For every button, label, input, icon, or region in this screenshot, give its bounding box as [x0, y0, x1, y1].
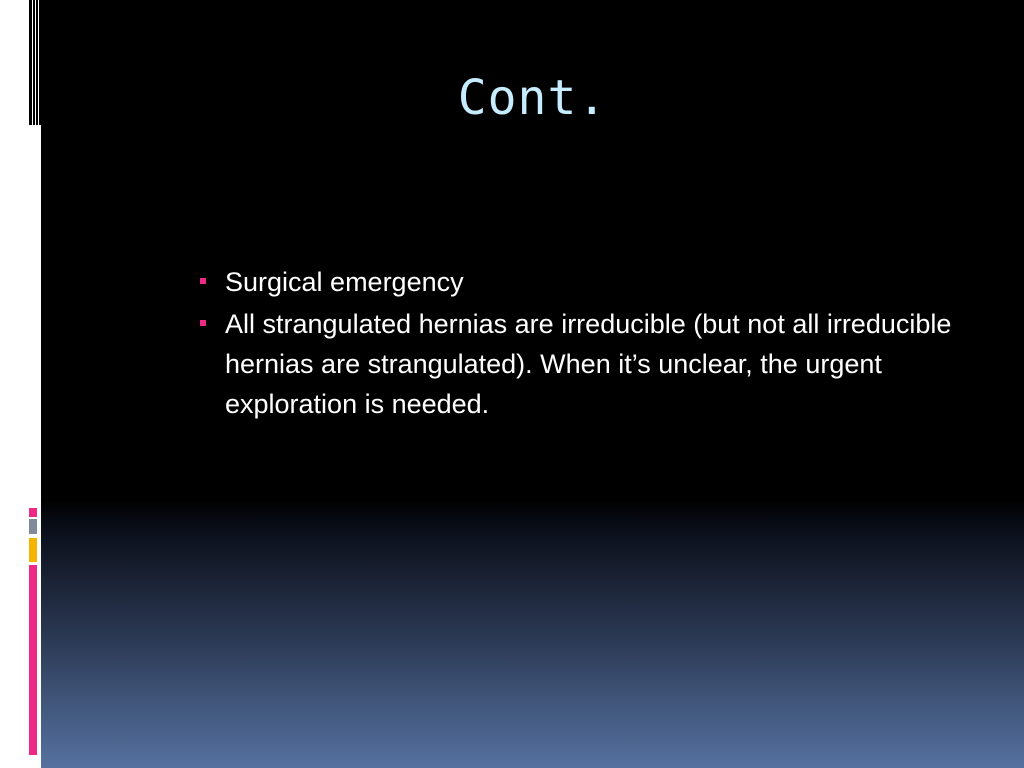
bullet-item [196, 304, 956, 424]
square-bullet-icon [200, 278, 206, 284]
square-bullet-icon [200, 320, 206, 326]
left-decorative-strip [0, 0, 41, 768]
gold-mark [29, 538, 37, 562]
slide-title: Cont. [457, 70, 608, 126]
top-stripe-decoration [29, 0, 41, 125]
gray-mark [29, 519, 37, 534]
pink-mark-small [29, 508, 37, 517]
bullet-item [196, 262, 956, 302]
bullet-text: All strangulated hernias are irreducible (but not all irreducible hernias are strangulated). When it’s unclear, the urgent exploration is needed. [225, 309, 952, 419]
pink-bar [29, 565, 37, 755]
bullet-list [196, 262, 956, 426]
bullet-text: Surgical emergency [225, 267, 464, 297]
